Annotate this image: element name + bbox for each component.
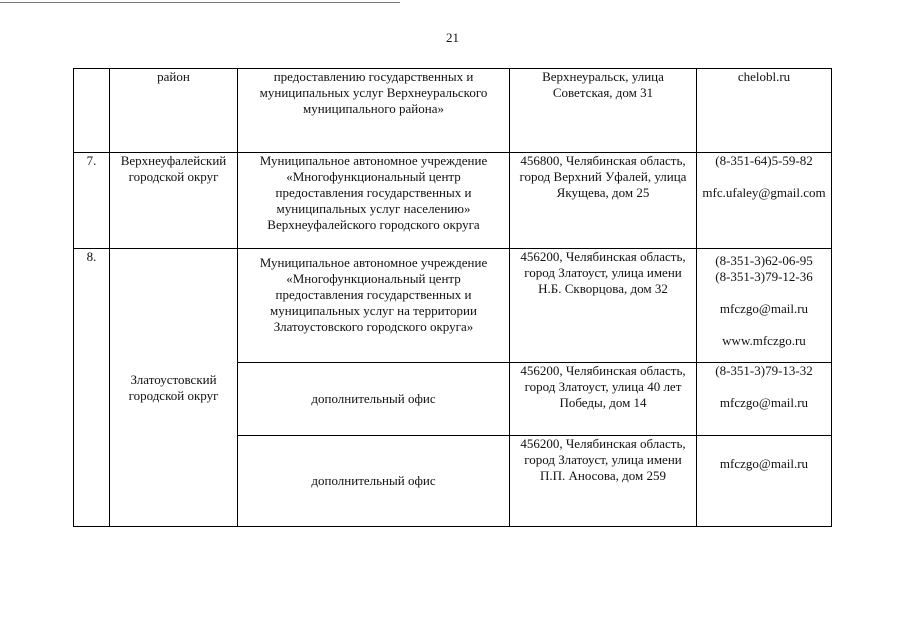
district-cell: Верхнеуфалейский городской округ: [110, 153, 238, 249]
contacts-cell: [697, 436, 832, 527]
email: mfczgo@mail.ru: [719, 301, 809, 316]
address-cell: Верхнеуральск, улица Советская, дом 31: [510, 69, 697, 153]
contacts-cell: [697, 153, 832, 249]
table-row-7: [74, 153, 832, 249]
phone: (8-351-64)5-59-82: [715, 153, 813, 168]
district-cell: район: [110, 69, 238, 153]
address-cell: 456200, Челябинская область, город Златоуст, улица имени Н.Б. Скворцова, дом 32: [510, 249, 697, 363]
email: mfc.ufaley@gmail.com: [702, 185, 826, 200]
contacts-cell: [697, 363, 832, 436]
contacts-cell: [697, 249, 832, 363]
row-number-cell: 8.: [74, 249, 110, 527]
institution-cell: дополнительный офис: [238, 436, 510, 527]
institution-cell: предоставлению государственных и муниципальных услуг Верхнеуральского муниципального района»: [238, 69, 510, 153]
phone: (8-351-3)79-12-36: [715, 269, 813, 284]
email: mfczgo@mail.ru: [719, 456, 809, 471]
email: mfczgo@mail.ru: [719, 395, 809, 410]
institution-cell: Муниципальное автономное учреждение «Многофункциональный центр предоставления государственных и муниципальных услуг населению» Верхнеуфалейского городского округа: [238, 153, 510, 249]
website: www.mfczgo.ru: [722, 333, 806, 348]
row-number-cell: 7.: [74, 153, 110, 249]
district-cell: Златоустовский городской округ: [110, 249, 238, 527]
address-cell: 456800, Челябинская область, город Верхний Уфалей, улица Якущева, дом 25: [510, 153, 697, 249]
website: chelobl.ru: [737, 69, 791, 84]
table-row-8-main: [74, 249, 832, 363]
address-cell: 456200, Челябинская область, город Златоуст, улица имени П.П. Аносова, дом 259: [510, 436, 697, 527]
service-centers-table: [73, 68, 832, 527]
header-rule: [0, 2, 400, 3]
institution-cell: дополнительный офис: [238, 363, 510, 436]
table-row-continuation: [74, 69, 832, 153]
phone: (8-351-3)62-06-95: [715, 253, 813, 268]
contacts-cell: [697, 69, 832, 153]
institution-cell: Муниципальное автономное учреждение «Многофункциональный центр предоставления государственных и муниципальных услуг на территории Златоустовского городского округа»: [238, 249, 510, 363]
phone: (8-351-3)79-13-32: [715, 363, 813, 378]
page-number: 21: [446, 30, 459, 45]
row-number-cell: [74, 69, 110, 153]
address-cell: 456200, Челябинская область, город Златоуст, улица 40 лет Победы, дом 14: [510, 363, 697, 436]
